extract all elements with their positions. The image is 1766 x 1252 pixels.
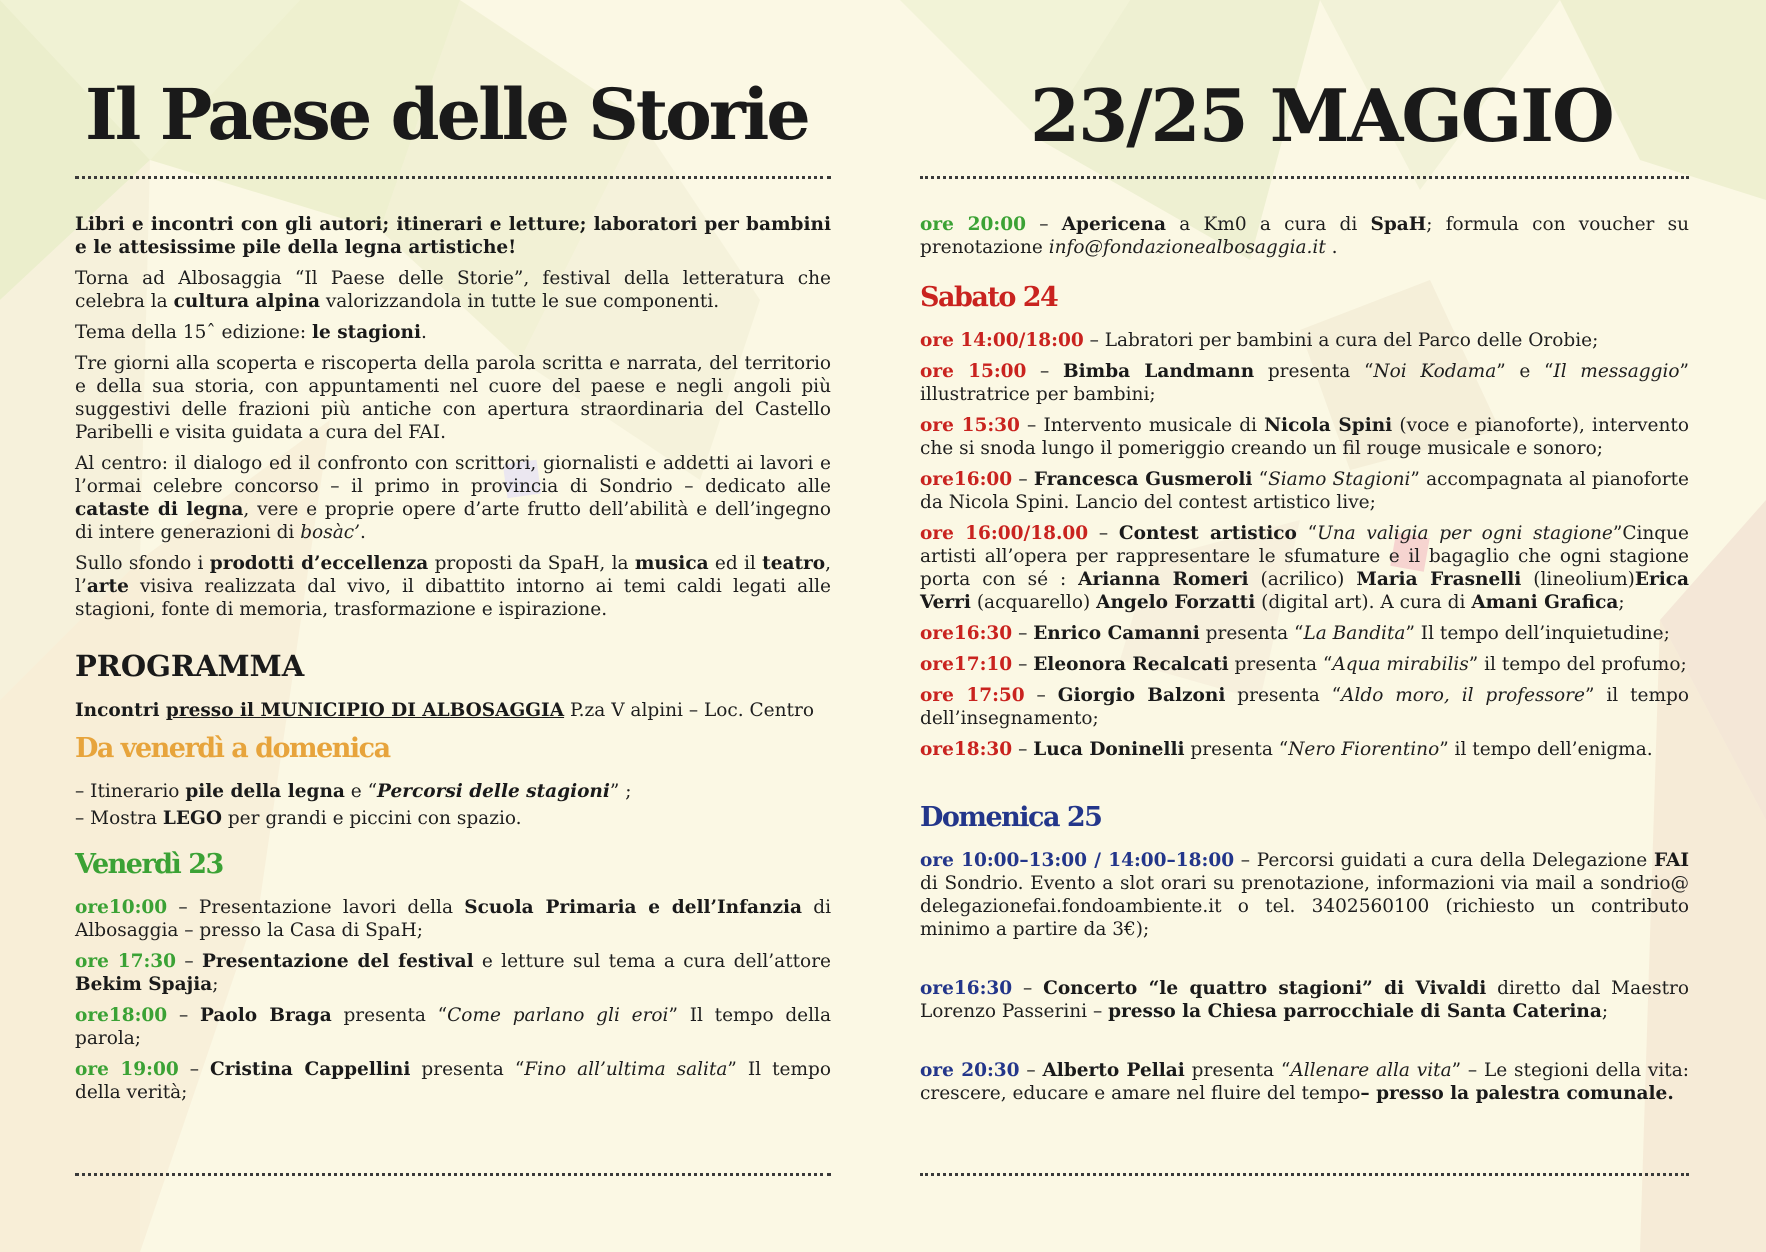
divider-top-right: [920, 176, 1689, 179]
event-item: ore 20:30 – Alberto Pellai presenta “Allenare alla vita” – Le stegioni della vita: crescere, educare e amare nel fluire del tempo– presso la palestra comunale.: [920, 1060, 1689, 1104]
right-body: [920, 213, 1689, 1113]
event-item: ore16:30 – Enrico Camanni presenta “La Bandita” Il tempo dell’inquietudine;: [920, 623, 1670, 644]
programma-heading: PROGRAMMA: [75, 649, 305, 683]
paragraph-5: Sullo sfondo i prodotti d’eccellenza proposti da SpaH, la musica ed il teatro, l’arte visiva realizzata dal vivo, il dibattito intorno ai temi caldi legati alle stagioni, fonte di memoria, trasformazione e ispirazione.: [75, 553, 831, 620]
event-item: ore 15:00 – Bimba Landmann presenta “Noi Kodama” e “Il messaggio” illustratrice per bambini;: [920, 361, 1690, 405]
divider-bottom-left: [75, 1173, 831, 1176]
paragraph-4: Al centro: il dialogo ed il confronto con scrittori, giornalisti e addetti ai lavori e l’ormai celebre concorso – il primo in provincia di Sondrio – dedicato alle cataste di legna, vere e proprie opere d’arte frutto dell’abilità e dell’ingegno di intere generazioni di bosàc’.: [75, 453, 831, 543]
festival-dates: 23/25 MAGGIO: [1030, 73, 1613, 158]
event-item: ore18:30 – Luca Doninelli presenta “Nero Fiorentino” il tempo dell’enigma.: [920, 739, 1653, 760]
event-item: ore10:00 – Presentazione lavori della Scuola Primaria e dell’Infanzia di Albosaggia – presso la Casa di SpaH;: [75, 897, 831, 941]
paragraph-1: Torna ad Albosaggia “Il Paese delle Storie”, festival della letteratura che celebra la cultura alpina valorizzandola in tutte le sue componenti.: [75, 268, 831, 312]
paragraph-3: Tre giorni alla scoperta e riscoperta della parola scritta e narrata, del territorio e della sua storia, con appuntamenti nel cuore del paese e negli angoli più suggestivi delle frazioni più antiche con apertura straordinaria del Castello Paribelli e visita guidata a cura del FAI.: [75, 353, 831, 443]
intro-text: Libri e incontri con gli autori; itinerari e letture; laboratori per bambini e le attesissime pile della legna artistiche!: [75, 214, 831, 258]
event-item: ore 19:00 – Cristina Cappellini presenta “Fino all’ultima salita” Il tempo della verità;: [75, 1059, 831, 1103]
event-item: ore 17:50 – Giorgio Balzoni presenta “Aldo moro, il professore” il tempo dell’insegnamento;: [920, 685, 1689, 729]
event-item: ore 16:00/18.00 – Contest artistico “Una valigia per ogni stagione”Cinque artisti all’opera per rappresentare le sfumature e il bagaglio che ogni stagione porta con sé : Arianna Romeri (acrilico) Maria Frasnelli (lineolium)Erica Verri (acquarello) Angelo Forzatti (digital art). A cura di Amani Grafica;: [920, 523, 1690, 613]
spacer: [920, 1031, 1689, 1059]
divider-bottom-right: [920, 1173, 1689, 1176]
event-item: ore 14:00/18:00 – Labratori per bambini a cura del Parco delle Orobie;: [920, 330, 1599, 351]
event-item: ore 15:30 – Intervento musicale di Nicola Spini (voce e pianoforte), intervento che si snoda lungo il pomeriggio creando un fil rouge musicale e sonoro;: [920, 415, 1689, 459]
list-item: – Mostra LEGO per grandi e piccini con spazio.: [75, 808, 522, 829]
spacer: [920, 949, 1689, 977]
event-item: ore 20:00 – Apericena a Km0 a cura di SpaH; formula con voucher su prenotazione info@fondazionealbosaggia.it .: [920, 214, 1690, 258]
divider-top-left: [75, 176, 831, 179]
venue-line: Incontri presso il MUNICIPIO DI ALBOSAGGIA P.za V alpini – Loc. Centro: [75, 700, 814, 721]
event-item: ore18:00 – Paolo Braga presenta “Come parlano gli eroi” Il tempo della parola;: [75, 1005, 831, 1049]
day-heading-sunday: Domenica 25: [920, 802, 1102, 833]
event-item: ore 10:00–13:00 / 14:00–18:00 – Percorsi guidati a cura della Delegazione FAI di Sondrio. Evento a slot orari su prenotazione, informazioni via mail a sondrio@ delegazionefai.fondoambiente.it o tel. 3402560100 (richiesto un contributo minimo a partire da 3€);: [920, 850, 1689, 940]
day-heading-friday: Venerdì 23: [75, 849, 223, 880]
event-item: ore16:30 – Concerto “le quattro stagioni” di Vivaldi diretto dal Maestro Lorenzo Passerini – presso la Chiesa parrocchiale di Santa Caterina;: [920, 978, 1689, 1022]
left-body: [75, 213, 831, 1112]
event-item: ore16:00 – Francesca Gusmeroli “Siamo Stagioni” accompagnata al pianoforte da Nicola Spini. Lancio del contest artistico live;: [920, 469, 1689, 513]
day-heading-all: Da venerdì a domenica: [75, 733, 390, 764]
event-item: ore17:10 – Eleonora Recalcati presenta “Aqua mirabilis” il tempo del profumo;: [920, 654, 1687, 675]
list-item: – Itinerario pile della legna e “Percorsi delle stagioni” ;: [75, 781, 632, 802]
day-heading-saturday: Sabato 24: [920, 282, 1058, 313]
festival-title: Il Paese delle Storie: [85, 73, 808, 156]
event-item: ore 17:30 – Presentazione del festival e letture sul tema a cura dell’attore Bekim Spajia;: [75, 951, 831, 995]
paragraph-2: Tema della 15ˆ edizione: le stagioni.: [75, 322, 427, 343]
